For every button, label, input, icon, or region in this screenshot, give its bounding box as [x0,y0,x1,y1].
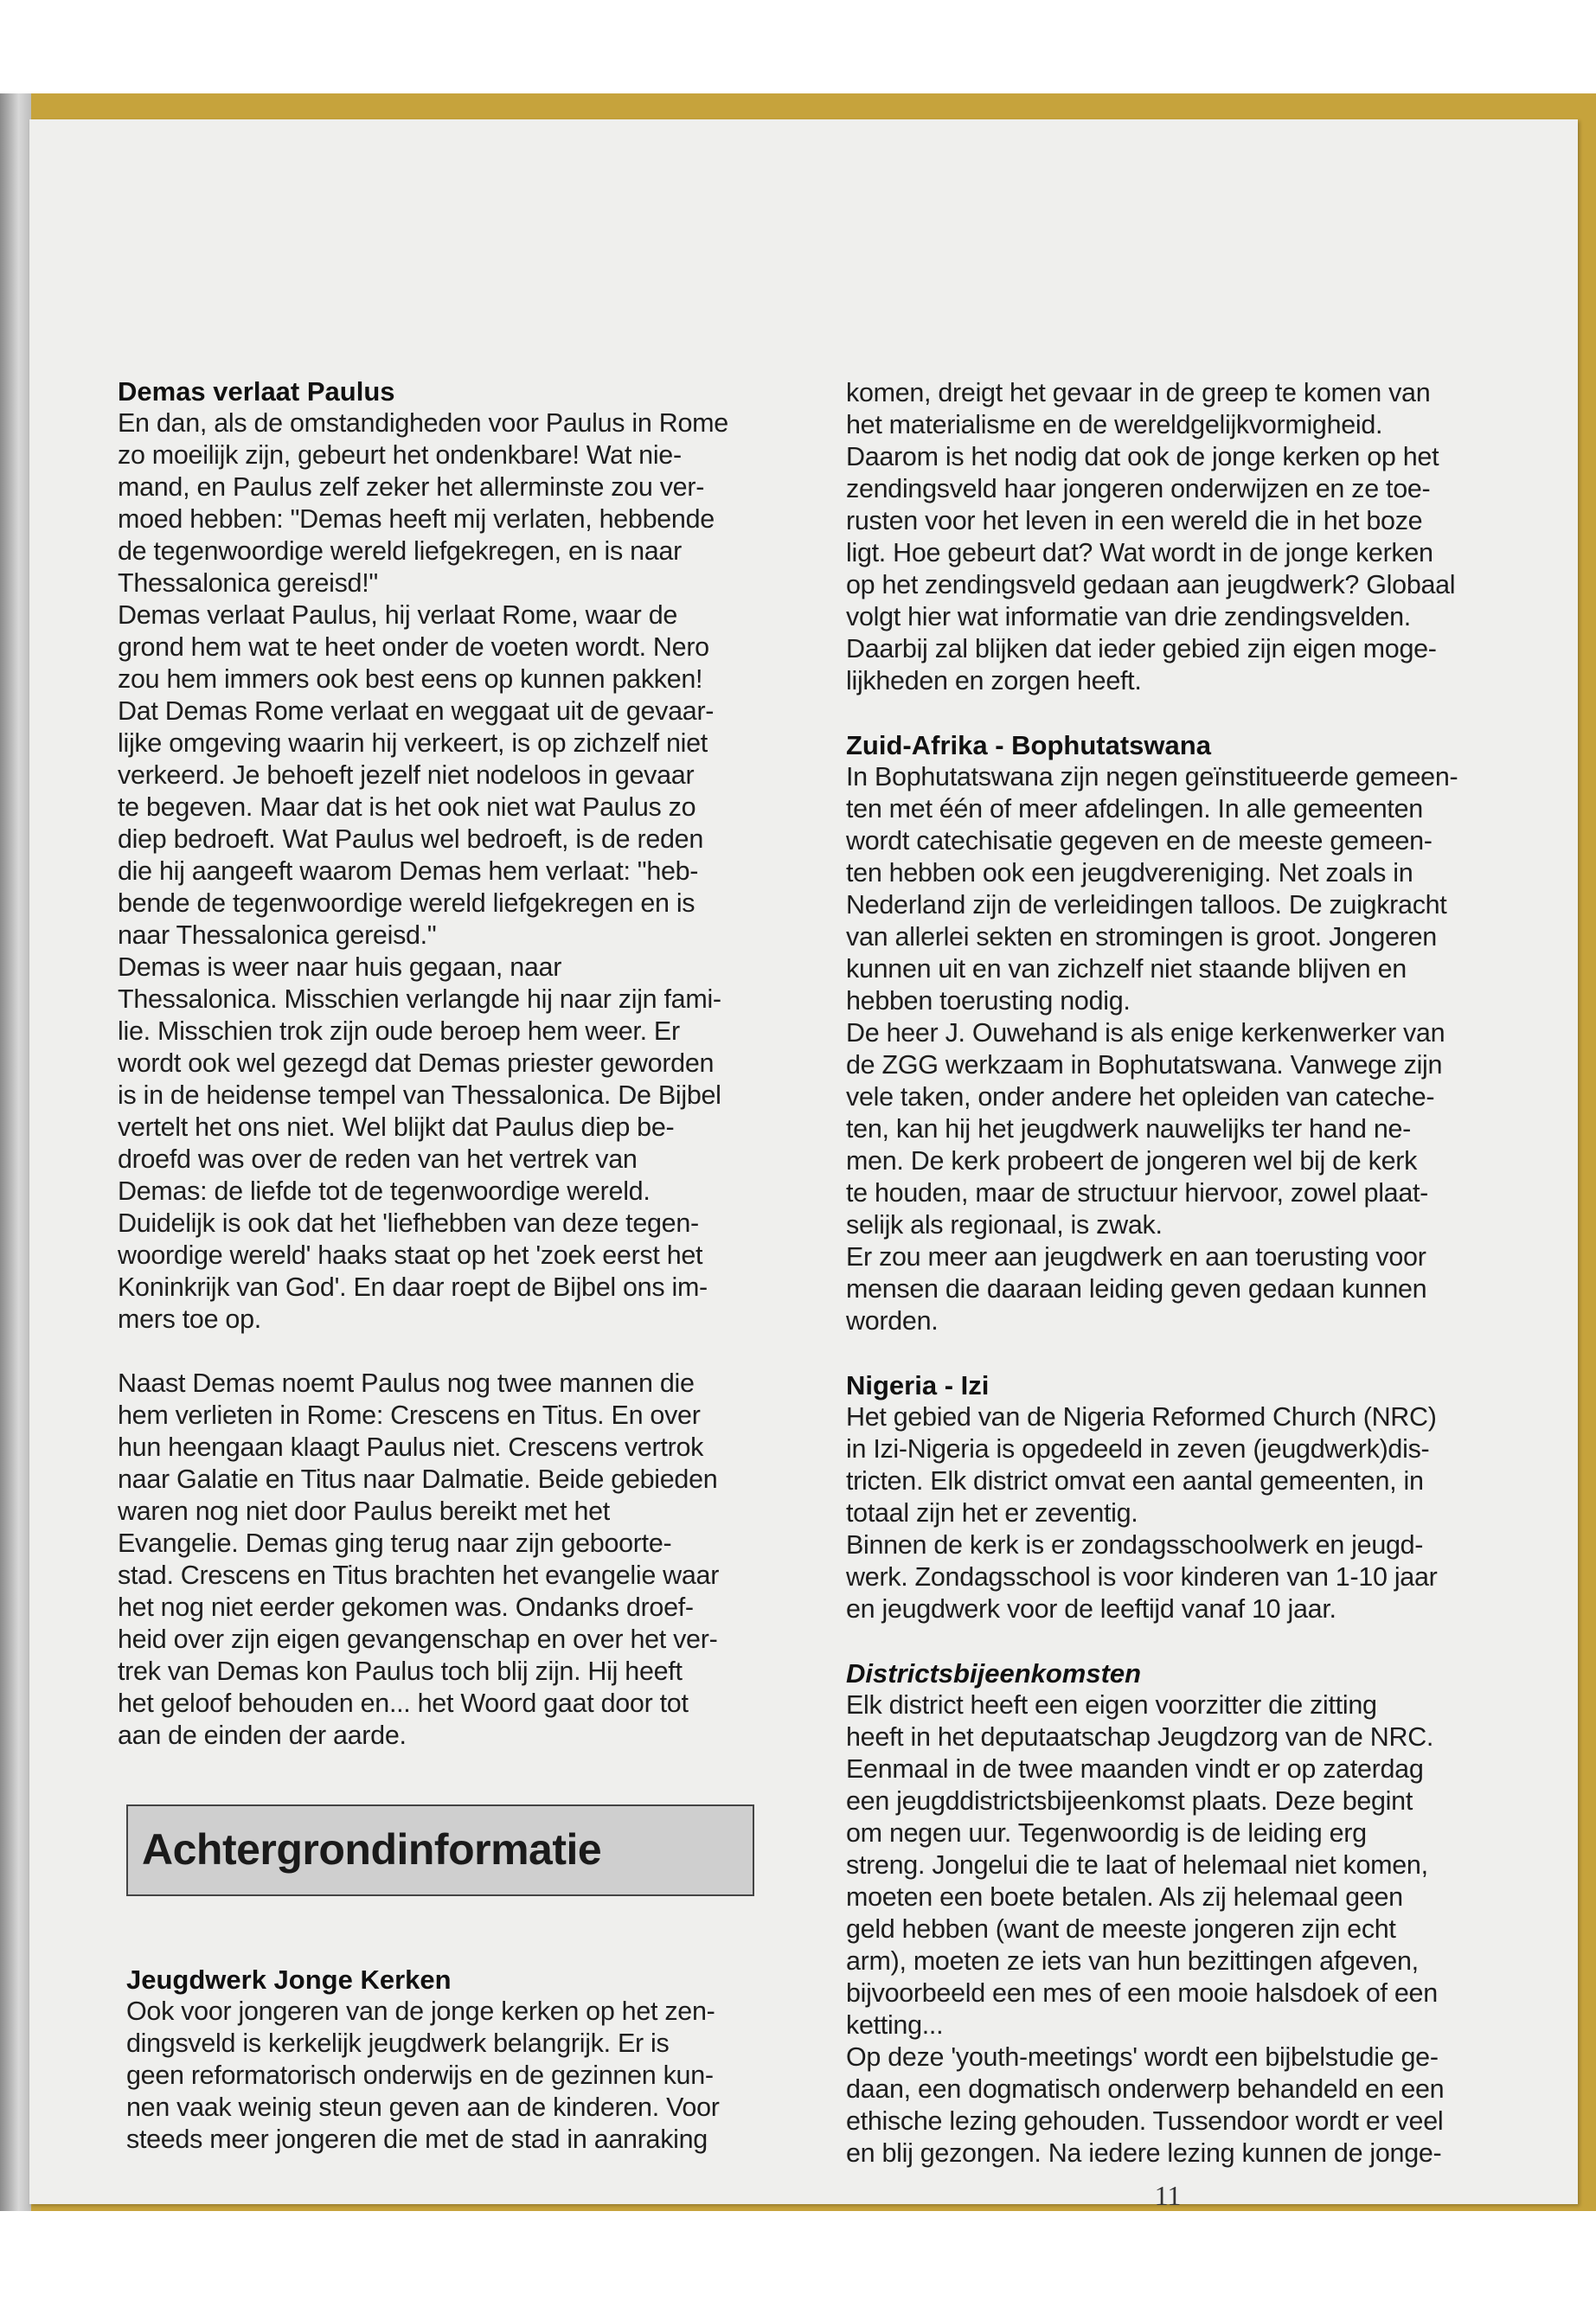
text-line: verkeerd. Je behoeft jezelf niet nodeloos in gevaar [118,760,695,790]
section-heading-nigeria: Nigeria - Izi [846,1370,990,1400]
background-info-banner [126,1804,754,1896]
text-line: Koninkrijk van God'. En daar roept de Bijbel ons im- [118,1272,708,1302]
text-line: om negen uur. Tegenwoordig is de leiding erg [846,1818,1367,1848]
text-line: lijke omgeving waarin hij verkeert, is op zichzelf niet [118,728,708,758]
text-line: Binnen de kerk is er zondagsschoolwerk en jeugd- [846,1530,1424,1560]
text-line: grond hem wat te heet onder de voeten wordt. Nero [118,632,709,662]
text-line: komen, dreigt het gevaar in de greep te komen van [846,378,1431,407]
text-line: Naast Demas noemt Paulus nog twee mannen die [118,1368,695,1398]
text-line: heid over zijn eigen gevangenschap en over het ver- [118,1625,718,1654]
zuid-afrika-paragraph [846,761,1486,1337]
text-line: In Bophutatswana zijn negen geïnstitueerde gemeen- [846,762,1458,792]
text-line: het nog niet eerder gekomen was. Ondanks droef- [118,1593,694,1622]
text-line: zendingsveld haar jongeren onderwijzen en ze toe- [846,474,1431,503]
text-line: zou hem immers ook best eens op kunnen pakken! [118,664,703,694]
text-line: Nederland zijn de verleidingen talloos. De zuigkracht [846,890,1447,920]
section-heading-zuid-afrika: Zuid-Afrika - Bophutatswana [846,730,1211,760]
text-line: Duidelijk is ook dat het 'liefhebben van deze tegen- [118,1208,699,1238]
text-line: vele taken, onder andere het opleiden van cateche- [846,1082,1435,1112]
text-line: de tegenwoordige wereld liefgekregen, en is naar [118,536,682,566]
text-line: aan de einden der aarde. [118,1721,407,1750]
text-line: woordige wereld' haaks staat op het 'zoek eerst het [118,1240,703,1270]
text-line: naar Thessalonica gereisd." [118,920,437,950]
text-line: moed hebben: "Demas heeft mij verlaten, hebbende [118,504,715,534]
text-line: Ook voor jongeren van de jonge kerken op het zen- [126,1997,715,2026]
text-line: te houden, maar de structuur hiervoor, zowel plaat- [846,1178,1429,1208]
text-line: totaal zijn het er zeventig. [846,1498,1138,1528]
text-line: ethische lezing gehouden. Tussendoor wordt er veel [846,2106,1444,2136]
text-line: mensen die daaraan leiding geven gedaan kunnen [846,1274,1427,1304]
text-line: waren nog niet door Paulus bereikt met het [118,1497,610,1526]
text-line: Op deze 'youth-meetings' wordt een bijbelstudie ge- [846,2042,1439,2072]
text-line: steeds meer jongeren die met de stad in aanraking [126,2125,708,2154]
text-line: dingsveld is kerkelijk jeugdwerk belangrijk. Er is [126,2029,670,2058]
text-line: wordt catechisatie gegeven en de meeste gemeen- [846,826,1433,856]
text-line: diep bedroeft. Wat Paulus wel bedroeft, is de reden [118,824,704,854]
text-line: En dan, als de omstandigheden voor Paulus in Rome [118,408,728,438]
text-line: die hij aangeeft waarom Demas hem verlaat: "heb- [118,856,699,886]
text-line: arm), moeten ze iets van hun bezittingen afgeven, [846,1946,1419,1976]
text-line: Daarbij zal blijken dat ieder gebied zijn eigen moge- [846,634,1437,663]
text-line: naar Galatie en Titus naar Dalmatie. Beide gebieden [118,1465,718,1494]
text-line: tricten. Elk district omvat een aantal gemeenten, in [846,1466,1424,1496]
book-page [29,119,1578,2211]
text-line: hun heengaan klaagt Paulus niet. Crescens vertrok [118,1433,704,1462]
text-line: bende de tegenwoordige wereld liefgekregen en is [118,888,695,918]
text-line: volgt hier wat informatie van drie zendingsvelden. [846,602,1411,631]
text-line: Het gebied van de Nigeria Reformed Church (NRC) [846,1402,1437,1432]
nigeria-paragraph [846,1401,1486,1625]
text-line: is in de heidense tempel van Thessalonica. De Bijbel [118,1080,721,1110]
text-line: Demas: de liefde tot de tegenwoordige wereld. [118,1176,651,1206]
text-line: heeft in het deputaatschap Jeugdzorg van de NRC. [846,1722,1434,1752]
text-line: Daarom is het nodig dat ook de jonge kerken op het [846,442,1439,471]
text-line: werk. Zondagsschool is voor kinderen van 1-10 jaar [846,1562,1438,1592]
intro-paragraph [846,377,1486,697]
text-line: ten met één of meer afdelingen. In alle gemeenten [846,794,1423,824]
text-line: Er zou meer aan jeugdwerk en aan toerusting voor [846,1242,1426,1272]
text-line: worden. [846,1306,939,1336]
text-line: mers toe op. [118,1304,261,1334]
text-line: moeten een boete betalen. Als zij helemaal geen [846,1882,1403,1912]
text-line: ten hebben ook een jeugdvereniging. Net zoals in [846,858,1413,888]
demas-paragraph [118,407,758,1336]
districts-paragraph [846,1689,1486,2170]
text-line: rusten voor het leven in een wereld die in het boze [846,506,1423,535]
text-line: een jeugddistrictsbijeenkomst plaats. Deze begint [846,1786,1413,1816]
text-line: selijk als regionaal, is zwak. [846,1210,1163,1240]
text-line: op het zendingsveld gedaan aan jeugdwerk? Globaal [846,570,1456,599]
text-line: geld hebben (want de meeste jongeren zijn echt [846,1914,1396,1944]
text-line: droefd was over de reden van het vertrek van [118,1144,638,1174]
section-heading-districts: Districtsbijeenkomsten [846,1658,1142,1689]
text-line: ketting... [846,2010,944,2040]
text-line: vertelt het ons niet. Wel blijkt dat Paulus diep be- [118,1112,675,1142]
text-line: hebben toerusting nodig. [846,986,1131,1016]
text-line: De heer J. Ouwehand is als enige kerkenwerker van [846,1018,1445,1048]
page-number: 11 [1154,2180,1182,2211]
text-line: en jeugdwerk voor de leeftijd vanaf 10 jaar. [846,1594,1336,1624]
section-heading-jeugdwerk: Jeugdwerk Jonge Kerken [126,1965,452,1995]
text-line: Thessalonica. Misschien verlangde hij naar zijn fami- [118,984,721,1014]
text-line: stad. Crescens en Titus brachten het evangelie waar [118,1561,720,1590]
text-line: wordt ook wel gezegd dat Demas priester geworden [118,1048,715,1078]
left-column [118,375,758,1752]
text-line: Evangelie. Demas ging terug naar zijn geboorte- [118,1529,672,1558]
text-line: ligt. Hoe gebeurt dat? Wat wordt in de jonge kerken [846,538,1433,567]
text-line: bijvoorbeeld een mes of een mooie halsdoek of een [846,1978,1438,2008]
text-line: het materialisme en de wereldgelijkvormigheid. [846,410,1383,439]
text-line: mand, en Paulus zelf zeker het allerminste zou ver- [118,472,705,502]
text-line: lijkheden en zorgen heeft. [846,666,1142,695]
text-line: trek van Demas kon Paulus toch blij zijn. Hij heeft [118,1657,683,1686]
text-line: nen vaak weinig steun geven aan de kinderen. Voor [126,2093,720,2122]
text-line: het geloof behouden en... het Woord gaat door tot [118,1689,689,1718]
text-line: de ZGG werkzaam in Bophutatswana. Vanwege zijn [846,1050,1443,1080]
text-line: kunnen uit en van zichzelf niet staande blijven en [846,954,1407,984]
section-heading-demas: Demas verlaat Paulus [118,376,395,407]
text-line: hem verlieten in Rome: Crescens en Titus. En over [118,1400,701,1430]
text-line: van allerlei sekten en stromingen is groot. Jongeren [846,922,1437,952]
text-line: Demas is weer naar huis gegaan, naar [118,952,562,982]
text-line: te begeven. Maar dat is het ook niet wat Paulus zo [118,792,696,822]
text-line: Dat Demas Rome verlaat en weggaat uit de gevaar- [118,696,715,726]
right-column [846,377,1486,2170]
demas-paragraph-2 [118,1368,758,1752]
text-line: ten, kan hij het jeugdwerk nauwelijks ter hand ne- [846,1114,1412,1144]
text-line: men. De kerk probeert de jongeren wel bij de kerk [846,1146,1418,1176]
text-line: Thessalonica gereisd!" [118,568,378,598]
text-line: lie. Misschien trok zijn oude beroep hem weer. Er [118,1016,680,1046]
text-line: Eenmaal in de twee maanden vindt er op zaterdag [846,1754,1424,1784]
text-line: zo moeilijk zijn, gebeurt het ondenkbare! Wat nie- [118,440,682,470]
jeugdwerk-paragraph [126,1996,766,2156]
text-line: Demas verlaat Paulus, hij verlaat Rome, waar de [118,600,678,630]
book-spine [0,93,31,2211]
text-line: Elk district heeft een eigen voorzitter die zitting [846,1690,1377,1720]
text-line: in Izi-Nigeria is opgedeeld in zeven (jeugdwerk)dis- [846,1434,1430,1464]
text-line: daan, een dogmatisch onderwerp behandeld en een [846,2074,1445,2104]
text-line: geen reformatorisch onderwijs en de gezinnen kun- [126,2061,714,2090]
text-line: en blij gezongen. Na iedere lezing kunnen de jonge- [846,2138,1442,2168]
banner-title: Achtergrondinformatie [142,1825,602,1874]
left-column-bottom [126,1964,766,2156]
text-line: streng. Jongelui die te laat of helemaal niet komen, [846,1850,1428,1880]
